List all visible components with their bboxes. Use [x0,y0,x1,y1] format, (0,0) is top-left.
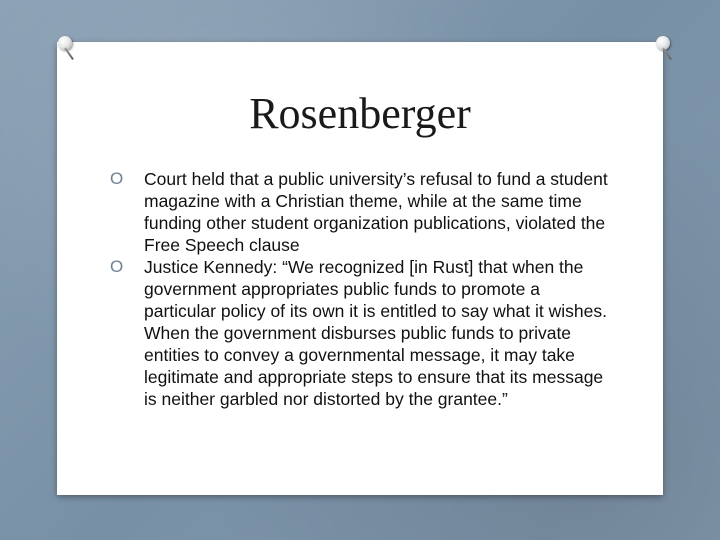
bullet-text: Justice Kennedy: “We recognized [in Rust] that when the government appropriates public funds to promote a particular policy of its own it is entitled to say what it wishes. When the government disburses public funds to private entities to convey a governmental message, it may take legitimate and appropriate steps to ensure that its message is neither garbled nor distorted by the grantee.” [144,257,607,409]
bullet-item [110,256,610,410]
bullet-marker-icon: O [110,257,124,276]
bullet-marker-icon: O [110,169,124,188]
slide-title: Rosenberger [249,89,471,138]
bullet-list [110,168,610,410]
pushpin-icon [656,36,670,50]
bullet-item [110,168,610,256]
bullet-text: Court held that a public university’s refusal to fund a student magazine with a Christian theme, while at the same time funding other student organization publications, violated the Free Speech clause [144,169,608,255]
pushpin-icon [58,36,72,50]
